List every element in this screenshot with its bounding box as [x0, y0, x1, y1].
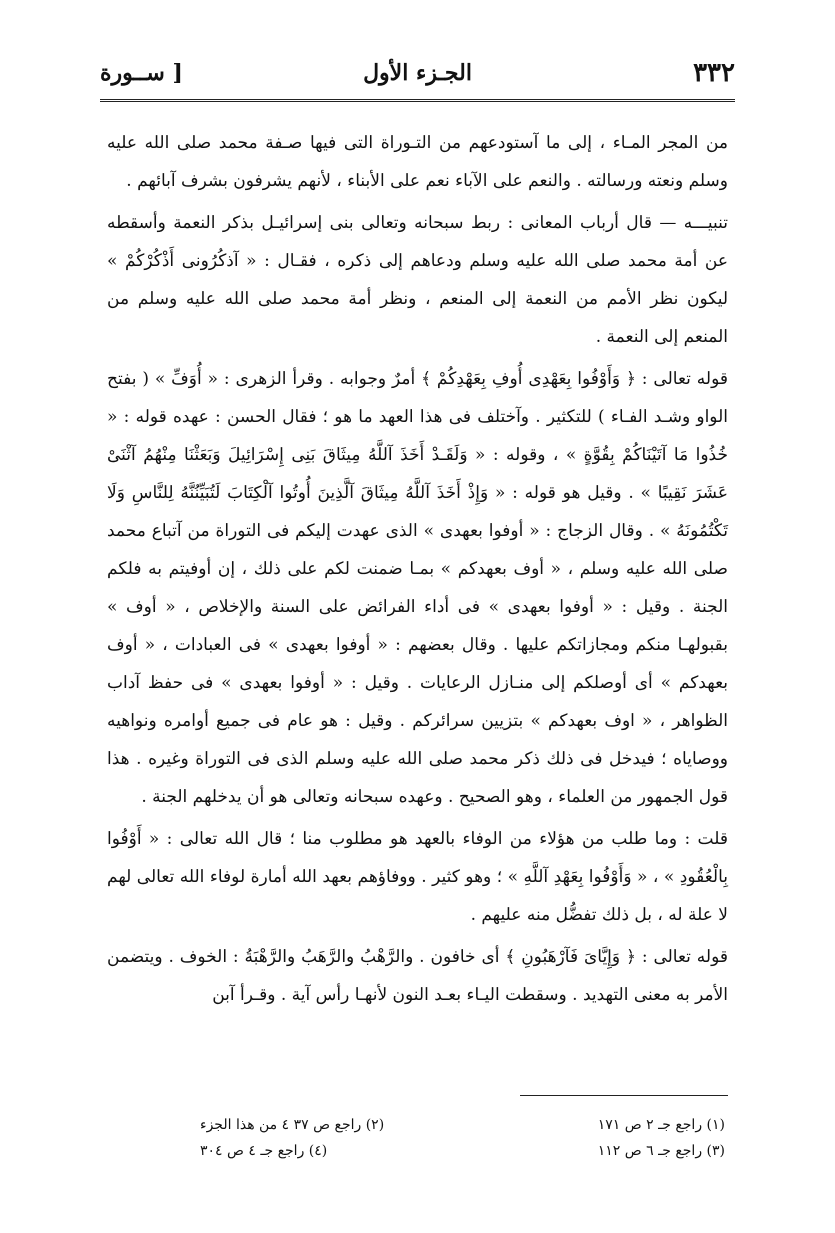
page-number: ٣٣٢ [693, 58, 735, 88]
part-title: الجـزء الأول [363, 60, 472, 86]
footnote: (٤) راجع جـ ٤ ص ٣٠٤ [200, 1143, 328, 1159]
paragraph: تنبيـــه — قال أرباب المعانى : ربط سبحانه وتعالى بنى إسرائيـل بذكر النعمة وأسقطه عن أمة محمد صلى الله عليه وسلم ودعاهم إلى ذكره ، فقـال : « آذكُرُونى أَذْكُرْكُمْ » ليكون نظر الأمم من النعمة إلى المنعم ، ونظر أمة محمد صلى الله عليه وسلم من المنعم إلى النعمة . [107, 213, 728, 347]
paragraph: قوله تعالى : ﴿ وَإِيَّاىَ فَآرْهَبُونِ ﴾ أى خافون . والرَّهْبُ والرَّهَبُ والرَّهْبَةُ : الخوف . ويتضمن الأمر به معنى التهديد . وسقطت اليـاء بعـد النون لأنهـا رأس آية . وقـرأ آبن [107, 947, 728, 1005]
page-header [100, 58, 735, 98]
paragraph: من المجر المـاء ، إلى ما آستودعهم من التـوراة التى فيها صـفة محمد صلى الله عليه وسلم ونعته ورسالته . والنعم على الآباء نعم على الأبناء ، لأنهم يشرفون بشرف آبائهم . [107, 133, 728, 191]
footnote: (١) راجع جـ ٢ ص ١٧١ [597, 1117, 725, 1133]
paragraph: قلت : وما طلب من هؤلاء من الوفاء بالعهد هو مطلوب منا ؛ قال الله تعالى : « أَوْفُوا بِالْعُقُودِ » ، « وَأَوْفُوا بِعَهْدِ آللَّهِ » ؛ وهو كثير . ووفاؤهم بعهد الله أمارة لوفاء الله تعالى لهم لا علة له ، بل ذلك تفضُّل منه عليهم . [107, 829, 728, 925]
paragraph: قوله تعالى : ﴿ وَأَوْفُوا بِعَهْدِى أُوفِ بِعَهْدِكُمْ ﴾ أمرٌ وجوابه . وقرأ الزهرى : « أُوَفِّ » ( بفتح الواو وشـد الفـاء ) للتكثير . وآختلف فى هذا العهد ما هو ؛ فقال الحسن : عهده قوله : « خُذُوا مَا آتَيْنَاكُمْ بِقُوَّةٍ » ، وقوله : « وَلَقَـدْ أَخَذَ آللَّهُ مِيثَاقَ بَنِى إِسْرَائِيلَ وَبَعَثْنَا مِنْهُمُ آثْنَىْ عَشَرَ نَقِيبًا » . وقيل هو قوله : « وَإِذْ أَخَذَ آللَّهُ مِيثَاقَ آلَّذِينَ أُوتُوا آلْكِتَابَ لَتُبَيِّنُنَّهُ لِلنَّاسِ وَلَا تَكْتُمُونَهُ » . وقال الزجاج : « أوفوا بعهدى » الذى عهدت إليكم فى التوراة من آتباع محمد صلى الله عليه وسلم ، « أوف بعهدكم » بمـا ضمنت لكم على ذلك ، إن أوفيتم به فلكم الجنة . وقيل : « أوفوا بعهدى » فى أداء الفرائض على السنة والإخلاص ، « أوف » بقبولهـا منكم ومجازاتكم عليها . وقال بعضهم : « أوفوا بعهدى » فى العبادات ، « أوف بعهدكم » أى أوصلكم إلى منـازل الرعايات . وقيل : « أوفوا بعهدى » فى حفظ آداب الظواهر ، « اوف بعهدكم » بتزيين سرائركم . وقيل : هو عام فى جميع أوامره ونواهيه ووصاياه ؛ فيدخل فى ذلك ذكر محمد صلى الله عليه وسلم الذى فى التوراة وغيره . هذا قول الجمهور من العلماء ، وهو الصحيح . وعهده سبحانه وتعالى هو أن يدخلهم الجنة . [107, 369, 728, 807]
footnotes [200, 1112, 725, 1164]
footnote: (٢) راجع ص ٣٧ ٤ من هذا الجزء [200, 1117, 385, 1133]
surah-label: [ ســورة [100, 60, 183, 86]
footnote-divider [520, 1095, 728, 1096]
footnote: (٣) راجع جـ ٦ ص ١١٢ [597, 1143, 725, 1159]
header-divider [100, 99, 735, 102]
main-text [107, 124, 728, 1014]
